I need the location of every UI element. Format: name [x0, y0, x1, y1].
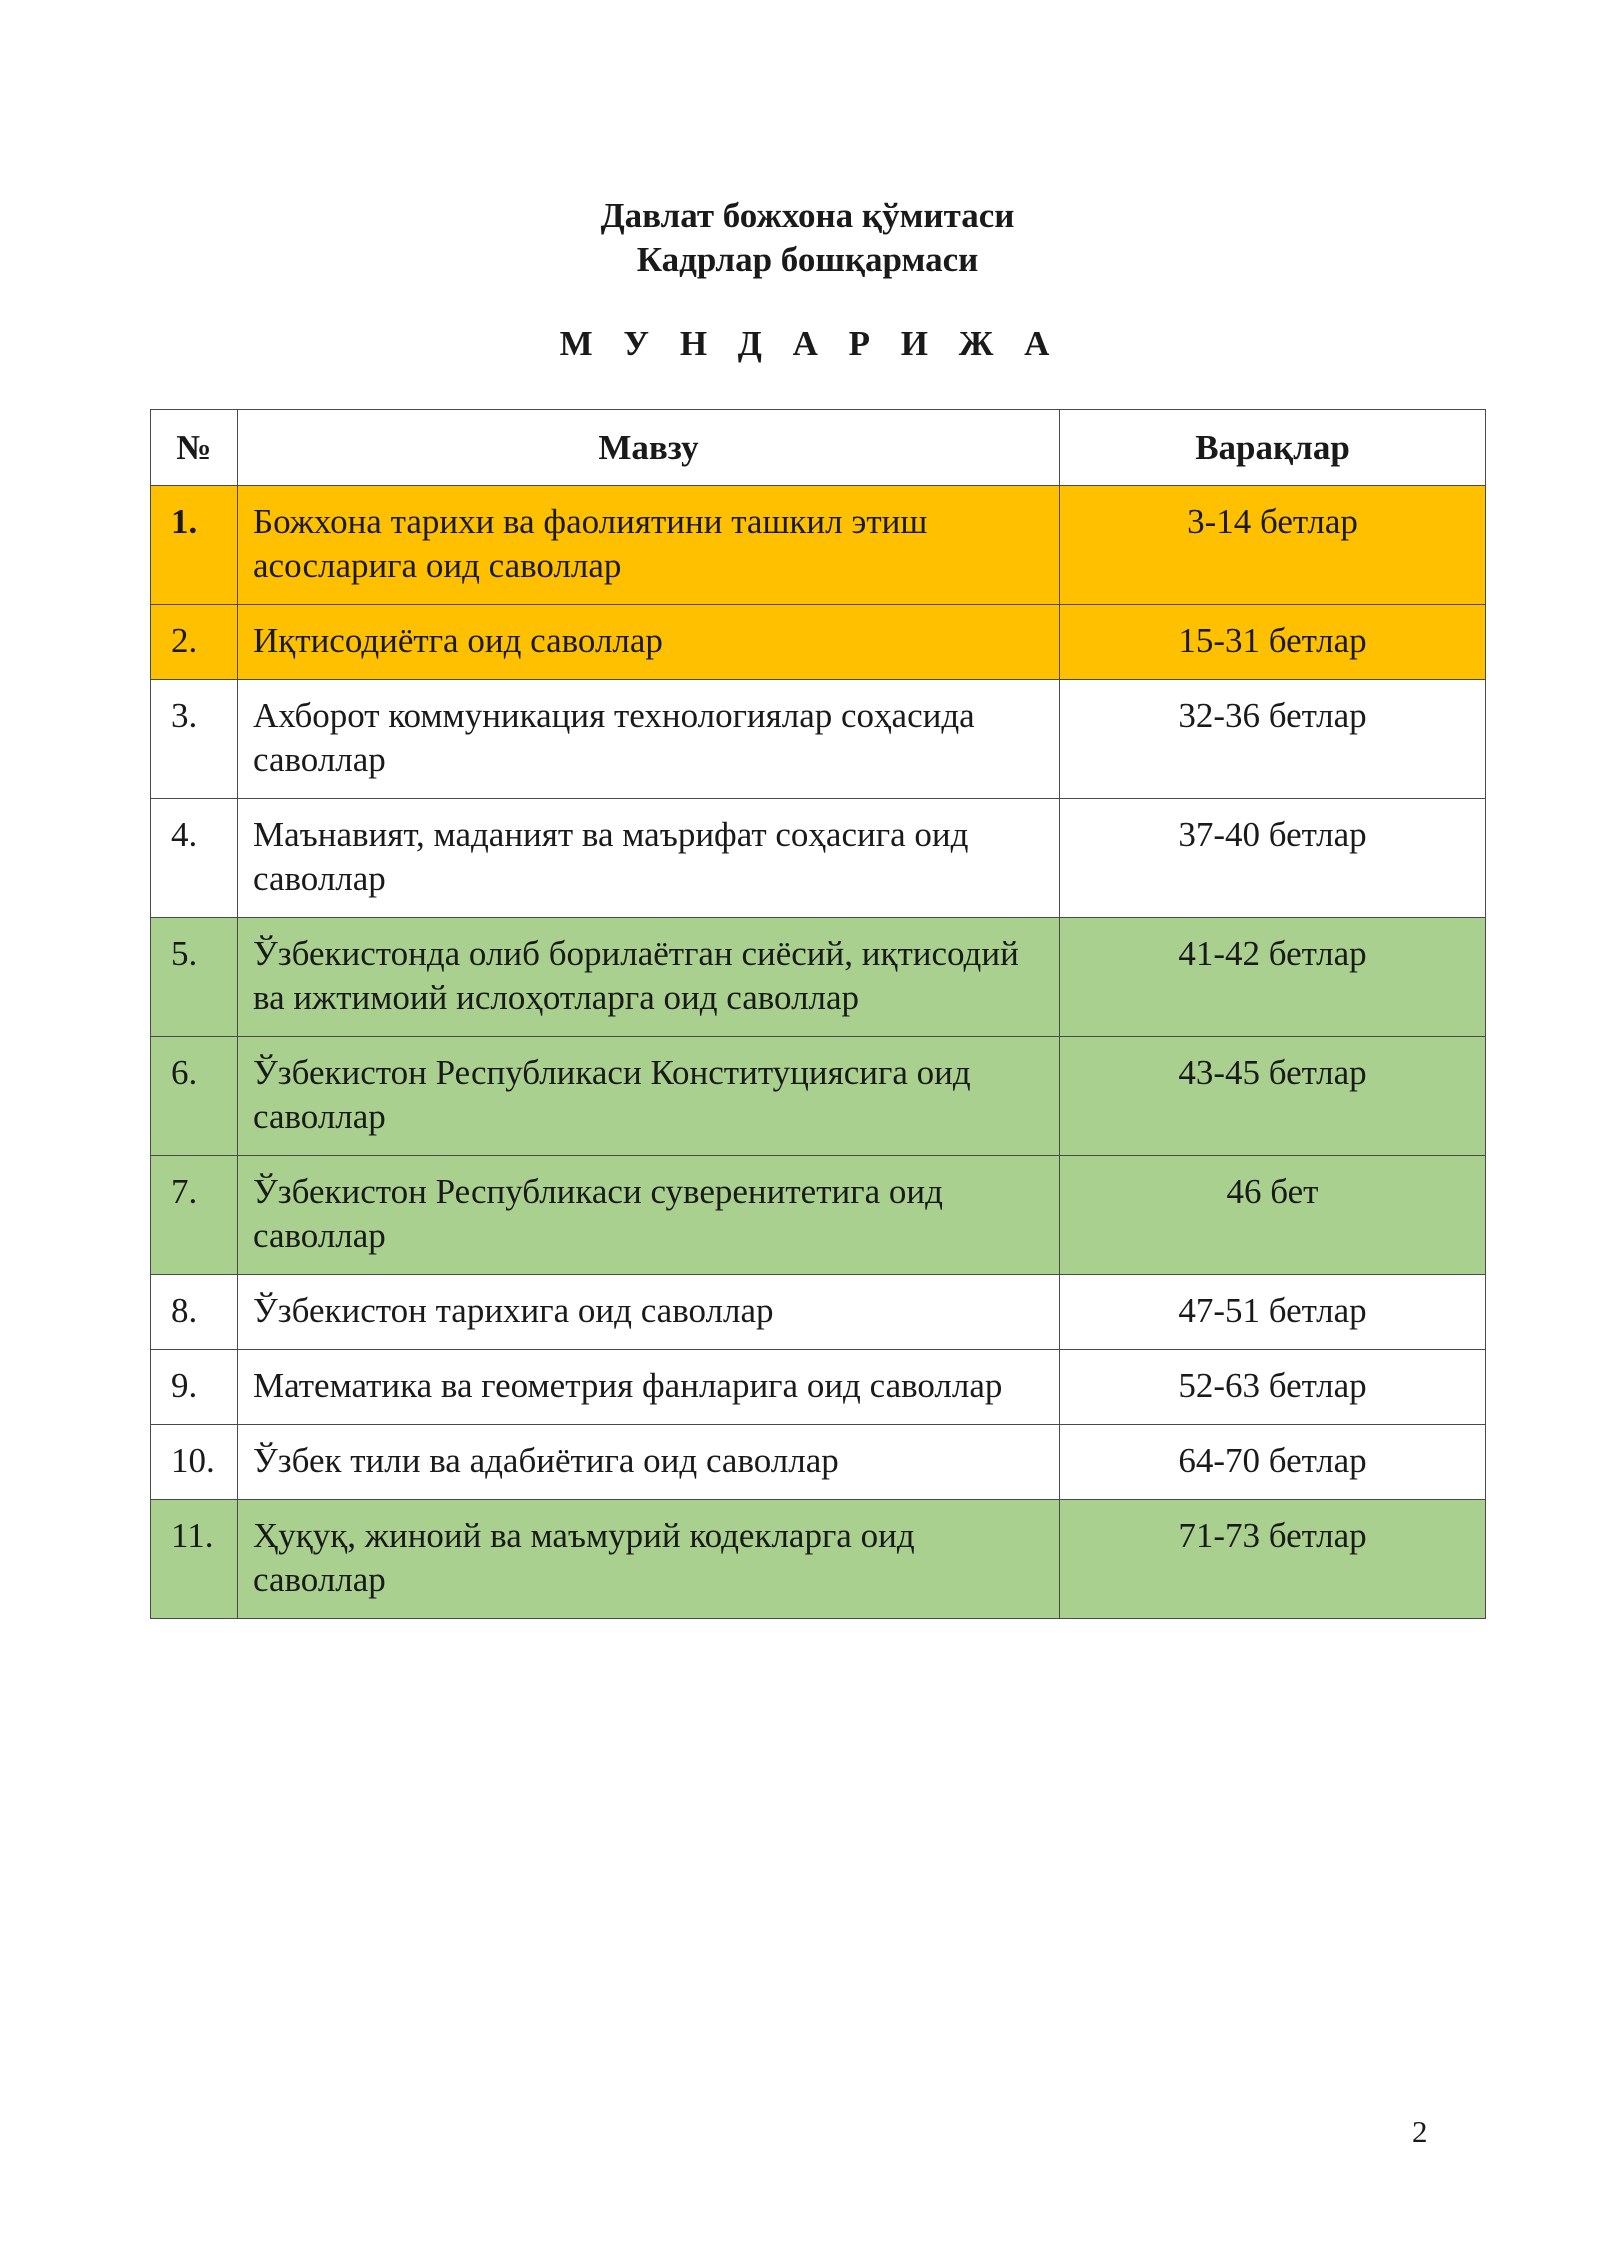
row-topic: Математика ва геометрия фанларига оид саволлар	[238, 1350, 1060, 1425]
page-number: 2	[1412, 2114, 1428, 2149]
toc-row	[151, 799, 1486, 918]
row-topic: Иқтисодиётга оид саволлар	[238, 605, 1060, 680]
row-pages: 47-51 бетлар	[1060, 1275, 1486, 1350]
row-number: 4.	[151, 799, 238, 918]
row-pages: 43-45 бетлар	[1060, 1037, 1486, 1156]
toc-table	[150, 409, 1486, 1619]
row-number: 8.	[151, 1275, 238, 1350]
row-pages: 32-36 бетлар	[1060, 680, 1486, 799]
department-name: Кадрлар бошқармаси	[636, 240, 979, 279]
toc-row	[151, 1156, 1486, 1275]
toc-row	[151, 680, 1486, 799]
toc-row	[151, 1500, 1486, 1619]
row-pages: 46 бет	[1060, 1156, 1486, 1275]
row-pages: 71-73 бетлар	[1060, 1500, 1486, 1619]
toc-title: М У Н Д А Р И Ж А	[559, 324, 1061, 363]
toc-row	[151, 918, 1486, 1037]
toc-body	[151, 486, 1486, 1619]
row-topic: Ўзбекистон тарихига оид саволлар	[238, 1275, 1060, 1350]
column-header-number: №	[151, 410, 238, 486]
row-number: 9.	[151, 1350, 238, 1425]
toc-row	[151, 1350, 1486, 1425]
row-topic: Маънавият, маданият ва маърифат соҳасига оид саволлар	[238, 799, 1060, 918]
column-header-pages: Варақлар	[1060, 410, 1486, 486]
toc-row	[151, 605, 1486, 680]
row-topic: Ҳуқуқ, жиноий ва маъмурий кодекларга оид саволлар	[238, 1500, 1060, 1619]
row-number: 7.	[151, 1156, 238, 1275]
row-topic: Ўзбекистонда олиб борилаётган сиёсий, иқтисодий ва ижтимоий ислоҳотларга оид саволлар	[238, 918, 1060, 1037]
row-pages: 3-14 бетлар	[1060, 486, 1486, 605]
row-topic: Ахборот коммуникация технологиялар соҳасида саволлар	[238, 680, 1060, 799]
row-number: 1.	[151, 486, 238, 605]
document-header	[0, 194, 1600, 282]
row-pages: 37-40 бетлар	[1060, 799, 1486, 918]
toc-row	[151, 1425, 1486, 1500]
row-topic: Ўзбек тили ва адабиётига оид саволлар	[238, 1425, 1060, 1500]
column-header-topic: Мавзу	[238, 410, 1060, 486]
row-pages: 15-31 бетлар	[1060, 605, 1486, 680]
row-pages: 64-70 бетлар	[1060, 1425, 1486, 1500]
toc-header-row	[151, 410, 1486, 486]
row-topic: Божхона тарихи ва фаолиятини ташкил этиш асосларига оид саволлар	[238, 486, 1060, 605]
toc-row	[151, 486, 1486, 605]
row-number: 5.	[151, 918, 238, 1037]
row-number: 10.	[151, 1425, 238, 1500]
row-number: 2.	[151, 605, 238, 680]
toc-row	[151, 1037, 1486, 1156]
row-number: 11.	[151, 1500, 238, 1619]
row-number: 3.	[151, 680, 238, 799]
row-pages: 52-63 бетлар	[1060, 1350, 1486, 1425]
organization-name: Давлат божхона қўмитаси	[600, 196, 1015, 235]
row-number: 6.	[151, 1037, 238, 1156]
row-topic: Ўзбекистон Республикаси суверенитетига оид саволлар	[238, 1156, 1060, 1275]
toc-row	[151, 1275, 1486, 1350]
row-topic: Ўзбекистон Республикаси Конституциясига оид саволлар	[238, 1037, 1060, 1156]
row-pages: 41-42 бетлар	[1060, 918, 1486, 1037]
